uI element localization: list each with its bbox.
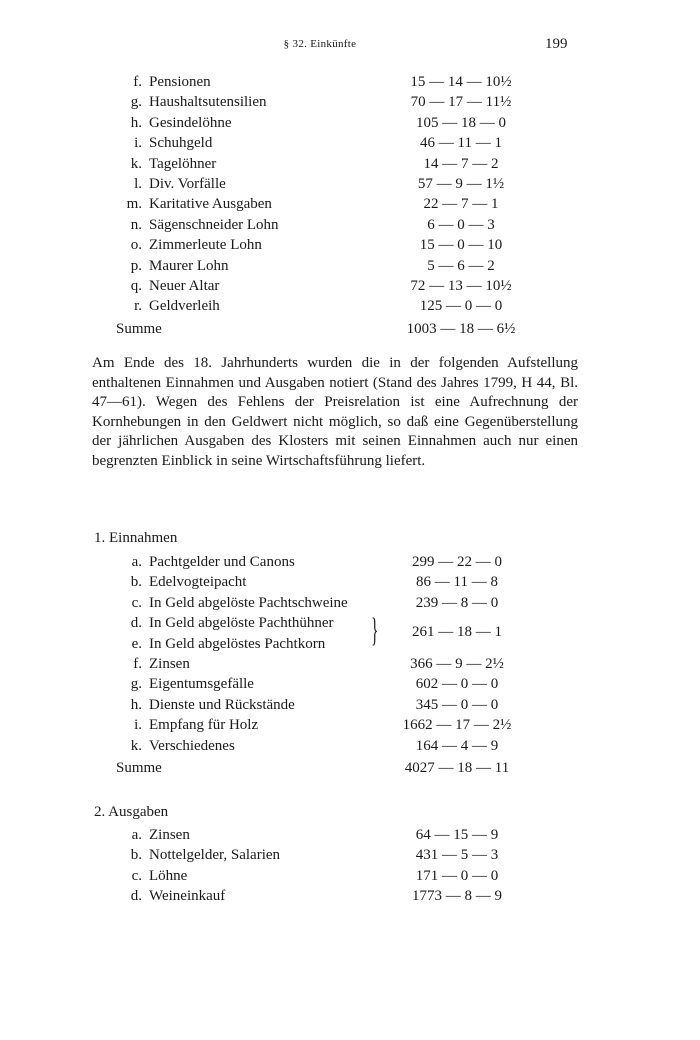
table-row	[0, 154, 700, 174]
combined-value-de: 261 — 18 — 1	[412, 624, 502, 640]
row-value: 105 — 18 — 0	[416, 114, 506, 131]
row-letter: g.	[130, 676, 142, 693]
row-letter: m.	[126, 196, 142, 213]
row-letter: o.	[130, 237, 142, 254]
row-value: 366 — 9 — 2½	[410, 655, 504, 672]
table-row	[0, 276, 700, 296]
row-label: Zinsen	[149, 655, 190, 672]
table-row	[0, 674, 700, 694]
row-value: 72 — 13 — 10½	[410, 277, 512, 294]
row-letter: b.	[130, 574, 142, 591]
row-label: Div. Vorfälle	[149, 175, 226, 192]
table-row	[0, 235, 700, 255]
row-label: Zimmerleute Lohn	[149, 237, 262, 254]
table-row	[0, 886, 700, 906]
row-label: Eigentumsgefälle	[149, 676, 254, 693]
row-letter: i.	[134, 135, 142, 152]
row-label: Schuhgeld	[149, 135, 213, 152]
row-value: 5 — 6 — 2	[427, 257, 495, 274]
table-row	[0, 72, 700, 92]
einnahmen-heading: 1. Einnahmen	[94, 530, 178, 546]
row-letter: k.	[130, 737, 142, 754]
sum-value: 4027 — 18 — 11	[404, 759, 510, 776]
row-value: 1773 — 8 — 9	[412, 888, 502, 905]
row-value: 171 — 0 — 0	[415, 867, 499, 884]
table-row	[0, 845, 700, 865]
row-value: 6 — 0 — 3	[427, 216, 495, 233]
row-value: 14 — 7 — 2	[423, 155, 499, 172]
table-row	[0, 113, 700, 133]
row-label: Empfang für Holz	[149, 717, 259, 734]
row-value: 22 — 7 — 1	[423, 196, 499, 213]
table-row	[0, 866, 700, 886]
expenses-table-continued	[0, 72, 700, 339]
row-letter: c.	[131, 867, 142, 884]
row-letter: a.	[131, 827, 142, 843]
row-label: Edelvogteipacht	[149, 574, 247, 591]
brace-de: }	[371, 612, 379, 649]
row-value: 239 — 8 — 0	[415, 594, 499, 611]
row-value: 125 — 0 — 0	[419, 298, 503, 315]
row-value: 602 — 0 — 0	[415, 676, 499, 693]
row-letter: p.	[130, 257, 142, 274]
row-letter: f.	[133, 655, 142, 672]
row-label: Tagelöhner	[149, 155, 217, 172]
row-value: 70 — 17 — 11½	[410, 94, 512, 111]
table-row	[0, 256, 700, 276]
row-letter: b.	[130, 847, 142, 864]
row-value: 15 — 14 — 10½	[410, 74, 512, 90]
row-letter: d.	[130, 888, 142, 905]
row-label: Dienste und Rückstände	[149, 696, 295, 713]
sum-row	[0, 758, 700, 778]
row-label: Karitative Ausgaben	[149, 196, 272, 213]
section-header-title: § 32. Einkünfte	[283, 38, 357, 50]
row-letter: e.	[131, 635, 142, 652]
row-letter: n.	[130, 216, 142, 233]
row-value: 46 — 11 — 1	[420, 135, 502, 152]
einnahmen-table	[0, 552, 700, 778]
row-value: 57 — 9 — 1½	[417, 175, 505, 192]
row-label: Pensionen	[149, 74, 211, 90]
table-row	[0, 92, 700, 112]
sum-label: Summe	[116, 759, 162, 776]
table-row	[0, 215, 700, 235]
row-letter: r.	[134, 298, 142, 315]
table-row	[0, 133, 700, 153]
row-letter: h.	[130, 696, 142, 713]
row-letter: h.	[130, 114, 142, 131]
row-letter: q.	[130, 277, 142, 294]
table-row	[0, 552, 700, 572]
page-number: 199	[545, 36, 568, 52]
row-letter: a.	[131, 554, 142, 570]
row-label: Sägenschneider Lohn	[149, 216, 279, 233]
table-row	[0, 654, 700, 674]
table-row	[0, 715, 700, 735]
row-label: Weineinkauf	[149, 888, 226, 905]
sum-row	[0, 319, 700, 339]
row-letter: k.	[130, 155, 142, 172]
row-letter: i.	[134, 717, 142, 734]
row-label: Zinsen	[149, 827, 190, 843]
table-row	[0, 572, 700, 592]
row-value: 345 — 0 — 0	[415, 696, 499, 713]
row-label: Neuer Altar	[149, 277, 220, 294]
table-row	[0, 613, 700, 633]
table-row	[0, 825, 700, 845]
row-label: In Geld abgelöste Pachtschweine	[149, 594, 348, 611]
row-letter: c.	[131, 594, 142, 611]
row-label: Haushaltsutensilien	[149, 94, 267, 111]
table-row	[0, 194, 700, 214]
row-value: 64 — 15 — 9	[415, 827, 499, 843]
ausgaben-heading: 2. Ausgaben	[94, 804, 169, 820]
row-label: Verschiedenes	[149, 737, 235, 754]
table-row	[0, 695, 700, 715]
row-letter: d.	[130, 615, 142, 632]
body-paragraph: Am Ende des 18. Jahrhunderts wurden die in der folgenden Aufstellung enthaltenen Einnahmen und Ausgaben notiert (Stand des Jahres 1799, H 44, Bl. 47—61). Wegen des Fehlens der Preisrelation ist eine Aufrechnung der Kornhebungen in den Geldwert nicht möglich, so daß eine Gegenüberstellung der jährlichen Ausgaben des Klosters mit seinen Einnahmen auch nur einen begrenzten Einblick in seine Wirtschaftsführung liefert.	[92, 355, 578, 469]
row-value: 164 — 4 — 9	[415, 737, 499, 754]
table-row	[0, 634, 700, 654]
row-letter: g.	[130, 94, 142, 111]
row-letter: l.	[134, 175, 142, 192]
row-value: 299 — 22 — 0	[412, 554, 502, 570]
row-label: Maurer Lohn	[149, 257, 229, 274]
row-label: Geldverleih	[149, 298, 220, 315]
sum-value: 1003 — 18 — 6½	[406, 320, 516, 337]
row-value: 86 — 11 — 8	[416, 574, 498, 591]
row-label: In Geld abgelöstes Pachtkorn	[149, 635, 326, 652]
row-label: Pachtgelder und Canons	[149, 554, 295, 570]
table-row	[0, 593, 700, 613]
table-row	[0, 296, 700, 316]
row-label: Gesindelöhne	[149, 114, 232, 131]
row-letter: f.	[133, 74, 142, 90]
sum-label: Summe	[116, 320, 162, 337]
row-value: 15 — 0 — 10	[419, 237, 503, 254]
row-value: 1662 — 17 — 2½	[402, 717, 512, 734]
row-label: Nottelgelder, Salarien	[149, 847, 281, 864]
ausgaben-table	[0, 825, 700, 907]
table-row	[0, 174, 700, 194]
row-label: Löhne	[149, 867, 188, 884]
row-label: In Geld abgelöste Pachthühner	[149, 615, 334, 632]
table-row	[0, 736, 700, 756]
row-value: 431 — 5 — 3	[415, 847, 499, 864]
